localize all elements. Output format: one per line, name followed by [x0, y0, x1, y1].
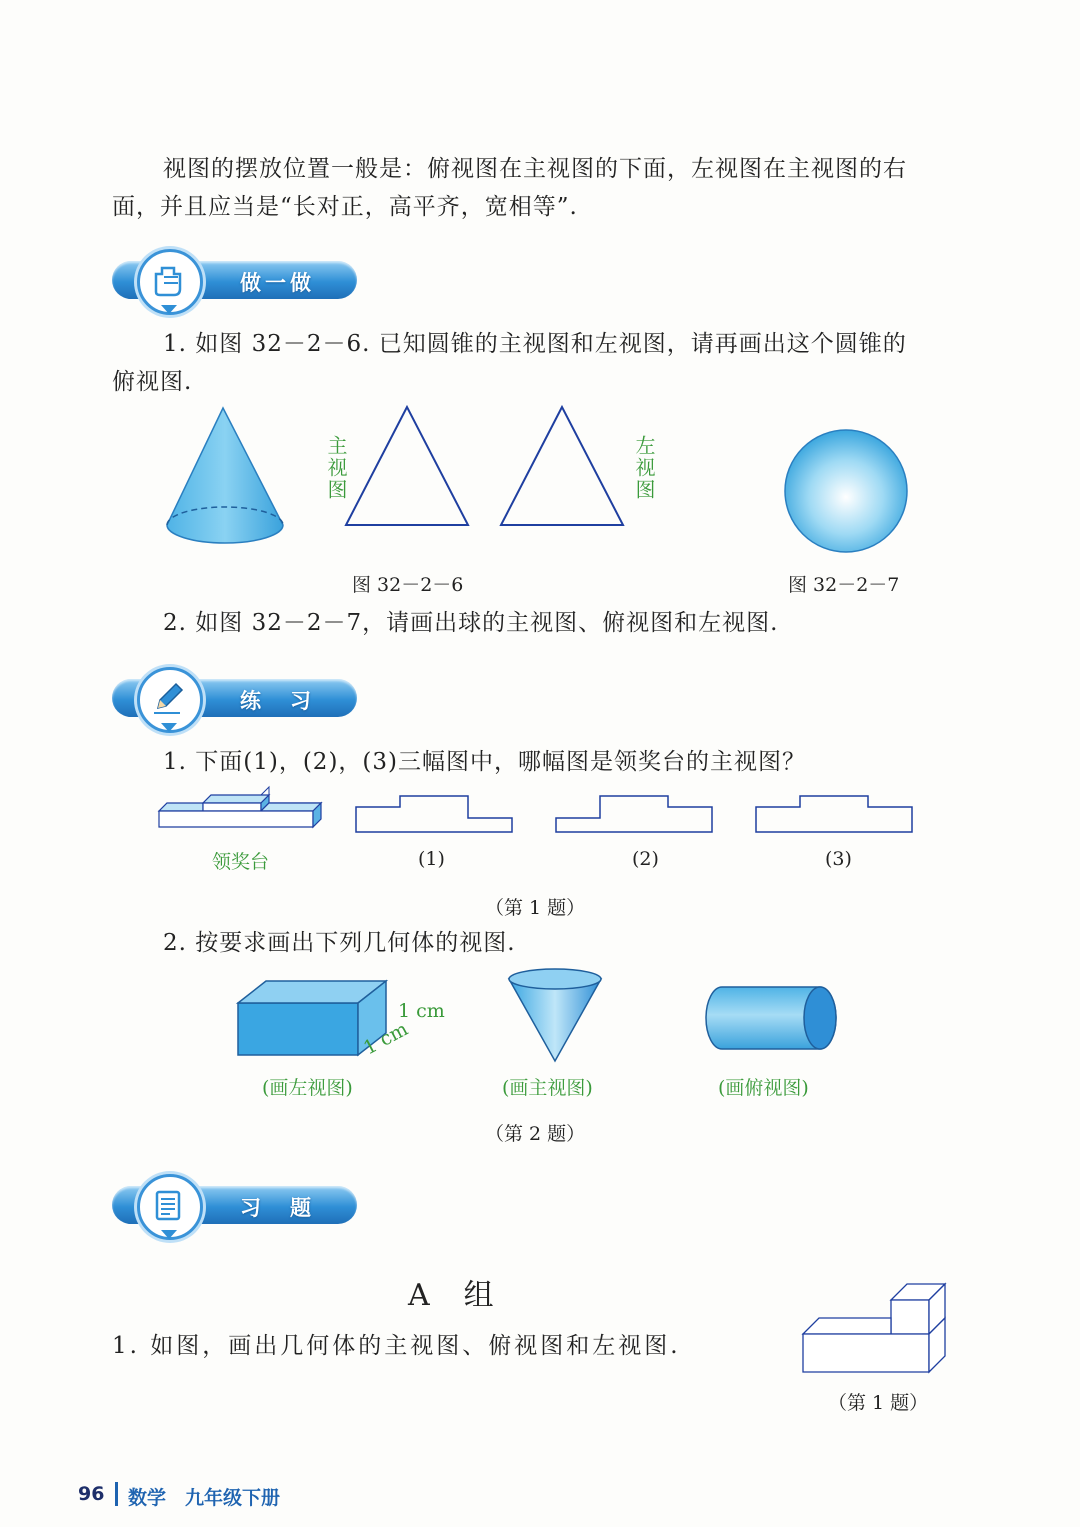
podium-option-3 — [752, 792, 917, 837]
sphere-figure — [780, 425, 912, 557]
cylinder-instruction: (画俯视图) — [718, 1077, 809, 1099]
podium-option-2 — [552, 792, 717, 837]
left-view-triangle — [495, 403, 630, 533]
cylinder-figure — [700, 983, 845, 1053]
cone-figure — [155, 400, 295, 550]
section-title-exercise: 习 题 — [240, 1196, 315, 1220]
left-view-label: 左视图 — [632, 435, 656, 501]
box-depth-dimension: 1 cm — [360, 1018, 412, 1060]
section-banner-do — [112, 255, 357, 305]
practice-q1-caption: （第 1 题） — [485, 897, 586, 919]
podium-figure — [155, 783, 330, 838]
option-label-3: (3) — [825, 848, 852, 870]
practice-q1: 1. 下面(1)，(2)，(3)三幅图中，哪幅图是领奖台的主视图？ — [163, 749, 806, 775]
podium-option-1 — [352, 792, 517, 837]
section-title-do: 做一做 — [240, 271, 315, 295]
footer-divider — [115, 1482, 118, 1506]
cone-instruction: (画主视图) — [502, 1077, 593, 1099]
intro-line-1: 视图的摆放位置一般是：俯视图在主视图的下面，左视图在主视图的右 — [163, 156, 907, 182]
section-title-practice: 练 习 — [240, 689, 315, 713]
box-height-dimension: 1 cm — [398, 1000, 445, 1022]
box-instruction: (画左视图) — [262, 1077, 353, 1099]
option-label-1: (1) — [418, 848, 445, 870]
exercise-q1: 1. 如图，画出几何体的主视图、俯视图和左视图. — [112, 1333, 681, 1359]
inverted-cone-figure — [505, 965, 605, 1065]
do-q2: 2. 如图 32－2－7，请画出球的主视图、俯视图和左视图. — [163, 610, 779, 636]
podium-label: 领奖台 — [212, 851, 270, 873]
do-q1-line-2: 俯视图. — [112, 369, 193, 395]
intro-line-2: 面，并且应当是“长对正，高平齐，宽相等”. — [112, 194, 578, 220]
book-title: 数学 九年级下册 — [128, 1487, 281, 1509]
front-view-triangle — [340, 403, 475, 533]
front-view-label: 主视图 — [324, 435, 348, 501]
fig-caption-1: 图 32－2－6 — [352, 574, 464, 596]
exercise-q1-caption: （第 1 题） — [828, 1392, 929, 1414]
practice-q2: 2. 按要求画出下列几何体的视图. — [163, 930, 516, 956]
page-number: 96 — [78, 1483, 105, 1505]
section-banner-practice — [112, 673, 357, 723]
group-heading: A 组 — [408, 1278, 496, 1313]
section-banner-exercise — [112, 1180, 357, 1230]
option-label-2: (2) — [632, 848, 659, 870]
do-q1-line-1: 1. 如图 32－2－6. 已知圆锥的主视图和左视图，请再画出这个圆锥的 — [163, 331, 907, 357]
fig-caption-2: 图 32－2－7 — [788, 574, 900, 596]
l-solid-figure — [795, 1278, 955, 1378]
practice-q2-caption: （第 2 题） — [485, 1123, 586, 1145]
